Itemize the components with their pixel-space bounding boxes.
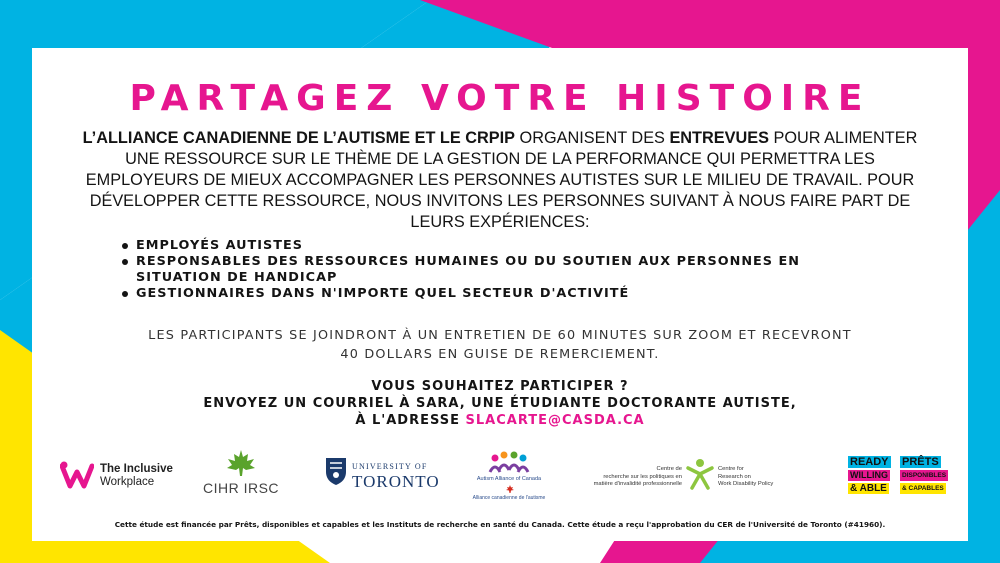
rwa-prets: PRÊTS <box>902 456 939 468</box>
person-figure-icon <box>686 458 714 490</box>
inclusive-workplace-logo <box>60 446 180 506</box>
cta-line-1: VOUS SOUHAITEZ PARTICIPER ? <box>371 379 629 394</box>
ready-willing-able-logo <box>848 446 948 506</box>
participant-list <box>120 238 880 302</box>
list-item: EMPLOYÉS AUTISTES <box>120 238 880 254</box>
footer-note: Cette étude est financée par Prêts, disponibles et capables et les Instituts de recherche en santé du Canada. Cette étude a reçu l'approbation du CER de l'Université de Toronto (#41960). <box>114 520 886 529</box>
intro-lead: L’ALLIANCE CANADIENNE DE L’AUTISME ET LE CRPIP <box>82 129 516 147</box>
intro-paragraph <box>72 128 928 233</box>
rwa-willing: WILLING <box>850 470 888 480</box>
details-line-1: LES PARTICIPANTS SE JOINDRONT À UN ENTRETIEN DE 60 MINUTES SUR ZOOM ET RECEVRONT <box>148 328 852 343</box>
cta-line-2: ENVOYEZ UN COURRIEL À SARA, UNE ÉTUDIANTE DOCTORANTE AUTISTE, <box>203 396 797 411</box>
intro-bold-entrevues: ENTREVUES <box>669 129 769 147</box>
partner-logos <box>32 446 968 506</box>
uoft-main-text: TORONTO <box>352 472 440 491</box>
crwdp-logo <box>572 446 802 506</box>
crwdp-english-name <box>718 466 798 489</box>
inclusive-workplace-text <box>100 463 173 489</box>
rwa-able: & ABLE <box>850 483 887 494</box>
inclusive-workplace-icon <box>60 460 94 490</box>
people-icon <box>487 450 531 474</box>
intro-part2: POUR ALIMENTER UNE RESSOURCE SUR LE THÈME DE LA GESTION DE LA PERFORMANCE QUI PERMETTRA LES EMPLOYEURS DE MIEUX ACCOMPAGNER LES PERSONNES AUTISTES SUR LE MILIEU DE TRAVAIL. POUR DÉVELOPPER CETTE RESSOURCE, NOUS INVITONS LES PERSONNES SUIVANT À NOUS FAIRE PART DE LEURS EXPÉRIENCES: <box>85 129 918 231</box>
email-link[interactable]: SLACARTE@CASDA.CA <box>465 413 645 428</box>
crwdp-en-line3: Work Disability Policy <box>718 481 774 487</box>
rwa-capables: & CAPABLES <box>902 485 944 492</box>
aac-logo <box>469 446 549 506</box>
inclusive-workplace-line2: Workplace <box>100 476 155 488</box>
cta-prefix: À L'ADRESSE <box>355 413 466 428</box>
content-card <box>32 48 968 541</box>
small-maple-leaf-icon <box>506 485 514 493</box>
uoft-logo <box>322 446 442 506</box>
rwa-disponibles: DISPONIBLES <box>902 472 947 479</box>
crwdp-fr-line2: recherche sur les politiques en <box>603 473 682 480</box>
crwdp-en-line2: Research on <box>718 473 751 480</box>
page-title: PARTAGEZ VOTRE HISTOIRE <box>129 78 871 119</box>
crest-icon <box>324 456 348 486</box>
details-text <box>92 326 908 364</box>
intro-part1: ORGANISENT DES <box>515 129 670 147</box>
crwdp-fr-line3: matière d'invalidité professionnelle <box>593 481 682 487</box>
crwdp-french-name <box>572 466 682 489</box>
cta-line-3 <box>92 412 908 429</box>
crwdp-en-line1: Centre for <box>718 466 744 472</box>
maple-leaf-icon <box>224 448 258 478</box>
list-item: GESTIONNAIRES DANS N'IMPORTE QUEL SECTEUR D'ACTIVITÉ <box>120 286 880 302</box>
call-to-action <box>92 378 908 429</box>
list-item: RESPONSABLES DES RESSOURCES HUMAINES OU DU SOUTIEN AUX PERSONNES EN SITUATION DE HANDICAP <box>120 254 880 286</box>
aac-english-name: Autism Alliance of Canada <box>476 476 542 482</box>
crwdp-fr-line1: Centre de <box>656 466 682 472</box>
aac-french-name: Alliance canadienne de l'autisme <box>472 495 546 501</box>
rwa-ready: READY <box>850 456 889 468</box>
inclusive-workplace-line1: The Inclusive <box>100 463 173 475</box>
uoft-top-text: UNIVERSITY OF <box>352 462 428 471</box>
details-line-2: 40 DOLLARS EN GUISE DE REMERCIEMENT. <box>340 347 660 362</box>
cihr-logo <box>202 446 280 506</box>
cihr-text: CIHR IRSC <box>202 480 280 496</box>
